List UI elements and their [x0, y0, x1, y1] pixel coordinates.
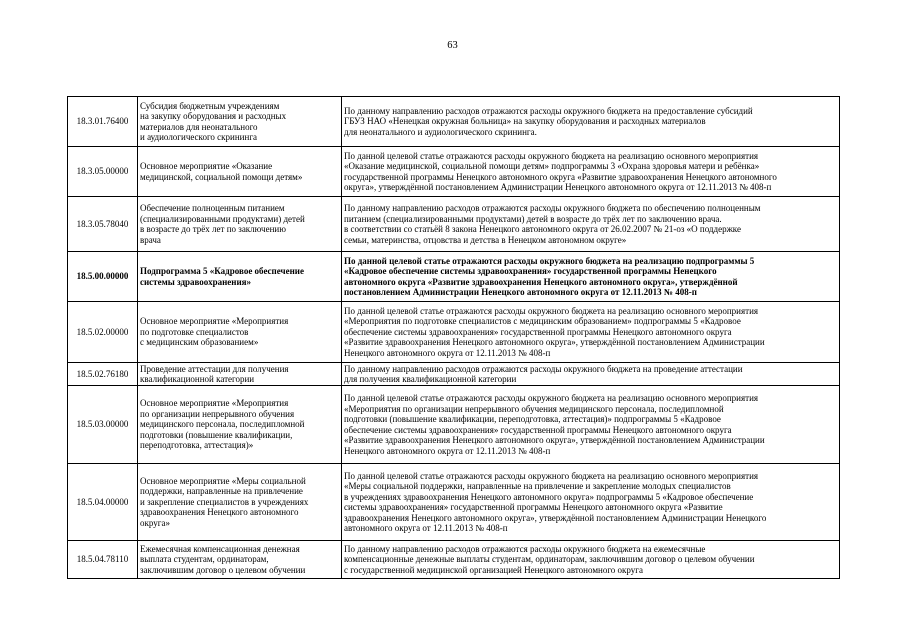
description-line: для получения квалификационной категории	[344, 374, 517, 384]
description-line: «Мероприятия по подготовке специалистов с медицинским образованием» подпрограммы 5 «Кадровое	[344, 316, 741, 327]
name-line: материалов для неонатального	[140, 121, 258, 132]
table-row	[68, 464, 840, 541]
name-line: подготовки (повышение квалификации,	[140, 429, 293, 440]
description-line: системы здравоохранения» государственной программы Ненецкого автономного округа «Развитие	[344, 502, 723, 512]
description-line: «Оказание медицинской, социальной помощи детям» подпрограммы 3 «Охрана здоровья матери и ребёнка»	[344, 161, 760, 171]
description-line: По данному направлению расходов отражаются расходы окружного бюджета на ежемесячные	[344, 543, 706, 554]
name-line: Основное мероприятие «Меры социальной	[140, 475, 306, 486]
target-article-code: 18.3.05.78040	[68, 197, 138, 252]
description-line: округа», утверждённой постановлением Администрации Ненецкого автономного округа от 12.11.2013 № 408-п	[344, 182, 772, 192]
name-line: переподготовка, аттестация)»	[140, 440, 254, 451]
name-line: системы здравоохранения»	[140, 276, 252, 287]
name-line: поддержки, направленные на привлечение	[140, 486, 303, 497]
table-row	[68, 197, 840, 252]
name-line: и аудиологического скрининга	[140, 132, 258, 142]
target-article-code: 18.5.02.00000	[68, 302, 138, 363]
table-row	[68, 97, 840, 147]
target-article-name	[138, 464, 342, 541]
table-row	[68, 302, 840, 363]
name-line: по организации непрерывного обучения	[140, 408, 295, 419]
target-article-code: 18.5.02.76180	[68, 363, 138, 386]
target-article-name	[138, 147, 342, 197]
description-line: «Мероприятия по организации непрерывного обучения медицинского персонала, последипломной	[344, 403, 724, 414]
description-line: обеспечение системы здравоохранения» государственной программы Ненецкого автономного округа	[344, 326, 732, 337]
expense-description	[342, 97, 840, 147]
target-article-name	[138, 97, 342, 147]
target-article-name	[138, 302, 342, 363]
name-line: выплата студентам, ординаторам,	[140, 554, 269, 565]
budget-classification-table	[67, 96, 840, 579]
name-line: с медицинским образованием»	[140, 337, 259, 348]
description-line: в соответствии со статьёй 8 закона Ненецкого автономного округа от 26.02.2007 № 21-оз «О поддержке	[344, 224, 741, 234]
name-line: Ежемесячная компенсационная денежная	[140, 543, 300, 554]
description-line: питанием (специализированными продуктами) детей в возрасте до трёх лет по заключению врача.	[344, 213, 722, 224]
expense-description	[342, 252, 840, 302]
expense-description	[342, 147, 840, 197]
target-article-code: 18.5.03.00000	[68, 386, 138, 464]
expense-description	[342, 363, 840, 386]
name-line: и закрепление специалистов в учреждениях	[140, 496, 309, 507]
name-line: Основное мероприятие «Мероприятия	[140, 316, 289, 327]
name-line: заключившим договор о целевом обучении	[140, 564, 306, 575]
description-line: с государственной медицинской организацией Ненецкого автономного округа	[344, 564, 643, 575]
description-line: По данной целевой статье отражаются расходы окружного бюджета на реализацию основного мероприятия	[344, 305, 759, 316]
description-line: «Кадровое обеспечение системы здравоохранения» государственной программы Ненецкого	[344, 266, 717, 276]
table-row	[68, 147, 840, 197]
description-line: «Развитие здравоохранения Ненецкого автономного округа», утверждённой постановлением Администрации	[344, 337, 765, 348]
name-line: здравоохранения Ненецкого автономного	[140, 507, 299, 518]
description-line: здравоохранения Ненецкого автономного округа», утверждённой постановлением Администрации Ненецкого	[344, 512, 767, 523]
description-line: По данной целевой статье отражаются расходы окружного бюджета на реализацию основного мероприятия	[344, 150, 759, 161]
description-line: для неонатального и аудиологического скрининга.	[344, 126, 537, 137]
description-line: «Развитие здравоохранения Ненецкого автономного округа», утверждённой постановлением Администрации	[344, 435, 765, 445]
description-line: Ненецкого автономного округа от 12.11.2013 № 408-п	[344, 445, 551, 456]
name-line: Проведение аттестации для получения	[140, 363, 289, 374]
description-line: «Меры социальной поддержки, направленные на привлечение и закрепление молодых специалистов	[344, 481, 731, 491]
target-article-name	[138, 541, 342, 579]
target-article-name	[138, 197, 342, 252]
description-line: автономного округа от 12.11.2013 № 408-п	[344, 523, 508, 533]
name-line: Обеспечение полноценным питанием	[140, 203, 285, 213]
description-line: автономного округа «Развитие здравоохранения Ненецкого автономного округа», утверждённой	[344, 276, 738, 287]
description-line: По данному направлению расходов отражаются расходы окружного бюджета на проведение аттестации	[344, 363, 743, 374]
table-row	[68, 386, 840, 464]
expense-description	[342, 302, 840, 363]
name-line: Основное мероприятие «Мероприятия	[140, 398, 289, 409]
description-line: семьи, материнства, отцовства и детства в Ненецком автономном округе»	[344, 234, 627, 245]
target-article-name	[138, 252, 342, 302]
expense-description	[342, 464, 840, 541]
description-line: постановлением Администрации Ненецкого автономного округа от 12.11.2013 № 408-п	[344, 287, 697, 297]
name-line: врача	[140, 234, 161, 245]
target-article-code: 18.5.04.00000	[68, 464, 138, 541]
name-line: Подпрограмма 5 «Кадровое обеспечение	[140, 266, 304, 276]
target-article-code: 18.5.00.00000	[68, 252, 138, 302]
description-line: По данной целевой статье отражаются расходы окружного бюджета на реализацию основного мероприятия	[344, 470, 759, 481]
target-article-code: 18.3.01.76400	[68, 97, 138, 147]
name-line: по подготовке специалистов	[140, 326, 249, 337]
target-article-code: 18.3.05.00000	[68, 147, 138, 197]
name-line: (специализированными продуктами) детей	[140, 213, 305, 224]
name-line: Основное мероприятие «Оказание	[140, 161, 273, 171]
table-row	[68, 541, 840, 579]
expense-description	[342, 541, 840, 579]
table-row	[68, 252, 840, 302]
expense-description	[342, 386, 840, 464]
name-line: медицинского персонала, последипломной	[140, 419, 305, 430]
description-line: в учреждениях здравоохранения Ненецкого автономного округа» подпрограммы 5 «Кадровое обеспечение	[344, 491, 754, 502]
description-line: подготовки (повышение квалификации, переподготовка, аттестация)» подпрограммы 5 «Кадровое	[344, 414, 721, 424]
name-line: в возрасте до трёх лет по заключению	[140, 224, 286, 234]
description-line: ГБУЗ НАО «Ненецкая окружная больница» на закупку оборудования и расходных материалов	[344, 116, 706, 127]
target-article-name	[138, 386, 342, 464]
description-line: По данной целевой статье отражаются расходы окружного бюджета на реализацию основного мероприятия	[344, 393, 759, 403]
page-number: 63	[447, 40, 458, 51]
description-line: По данному направлению расходов отражаются расходы окружного бюджета на предоставление субсидий	[344, 105, 753, 116]
description-line: Ненецкого автономного округа от 12.11.2013 № 408-п	[344, 347, 551, 358]
target-article-name	[138, 363, 342, 386]
name-line: округа»	[140, 517, 170, 528]
description-line: государственной программы Ненецкого автономного округа «Развитие здравоохранения Ненецкого автономного	[344, 171, 777, 182]
description-line: По данной целевой статье отражаются расходы окружного бюджета на реализацию подпрограммы 5	[344, 255, 755, 266]
name-line: на закупку оборудования и расходных	[140, 111, 287, 121]
name-line: Субсидия бюджетным учреждениям	[140, 100, 280, 111]
description-line: компенсационные денежные выплаты студентам, ординаторам, заключившим договор о целевом обучении	[344, 554, 755, 565]
table-row	[68, 363, 840, 386]
target-article-code: 18.5.04.78110	[68, 541, 138, 579]
name-line: квалификационной категории	[140, 374, 255, 384]
name-line: медицинской, социальной помощи детям»	[140, 171, 303, 182]
description-line: обеспечение системы здравоохранения» государственной программы Ненецкого автономного округа	[344, 424, 732, 435]
expense-description	[342, 197, 840, 252]
description-line: По данному направлению расходов отражаются расходы окружного бюджета по обеспечению полноценным	[344, 203, 761, 213]
